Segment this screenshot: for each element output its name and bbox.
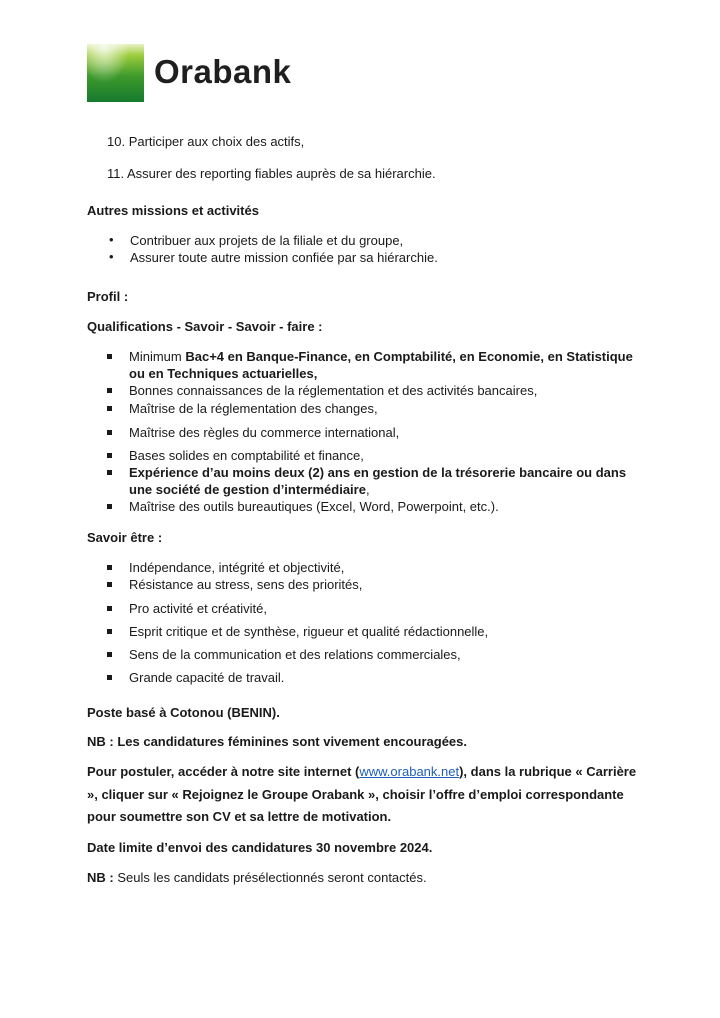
poste-location: Poste basé à Cotonou (BENIN). (87, 705, 280, 720)
qualif-item-1 (129, 349, 633, 364)
qualif-item-1-prefix: Minimum (129, 349, 186, 364)
postuler-text-before: Pour postuler, accéder à notre site internet ( (87, 764, 360, 779)
numbered-item-11 (107, 166, 436, 181)
qualif-item-5: Bases solides en comptabilité et finance, (129, 448, 364, 463)
qualif-item-2: Bonnes connaissances de la réglementation et des activités bancaires, (129, 383, 538, 398)
autres-item-1: • Contribuer aux projets de la filiale et du groupe, (130, 233, 403, 248)
autres-item-2: • Assurer toute autre mission confiée par sa hiérarchie. (130, 250, 438, 265)
savoir-etre-heading: Savoir être : (87, 530, 163, 545)
qualif-item-1-line2: ou en Techniques actuarielles, (129, 366, 318, 381)
item-text: Assurer des reporting fiables auprès de sa hiérarchie. (127, 166, 436, 181)
orabank-logo (87, 44, 347, 104)
numbered-item-10 (107, 134, 304, 149)
postuler-paragraph (87, 761, 647, 829)
savoir-etre-item-1: Indépendance, intégrité et objectivité, (129, 560, 345, 575)
item-text: Participer aux choix des actifs, (128, 134, 305, 149)
nb-text: Seuls les candidats présélectionnés seront contactés. (113, 870, 427, 885)
item-number: 10. (107, 134, 126, 149)
qualifications-heading: Qualifications - Savoir - Savoir - faire : (87, 319, 323, 334)
savoir-etre-item-5: Sens de la communication et des relations commerciales, (129, 647, 461, 662)
qualif-item-7: Maîtrise des outils bureautiques (Excel, Word, Powerpoint, etc.). (129, 499, 499, 514)
savoir-etre-item-3: Pro activité et créativité, (129, 601, 267, 616)
logo-mark-icon (87, 44, 144, 102)
profil-heading: Profil : (87, 289, 129, 304)
postuler-text-after: ), dans la rubrique « Carrière », cliquer sur « Rejoignez le Groupe Orabank », choisir l’offre d’emploi correspondante pour soumettre son CV et sa lettre de motivation. (87, 764, 637, 824)
qualif-item-6: Expérience d’au moins deux (2) ans en gestion de la trésorerie bancaire ou dans (129, 465, 627, 480)
qualif-item-6-bold: une société de gestion d’intermédiaire (129, 482, 366, 497)
date-limite: Date limite d’envoi des candidatures 30 novembre 2024. (87, 840, 433, 855)
autres-missions-heading: Autres missions et activités (87, 203, 259, 218)
nb-candidatures-feminines: NB : Les candidatures féminines sont vivement encouragées. (87, 734, 468, 749)
nb-preselection (87, 870, 427, 885)
savoir-etre-item-6: Grande capacité de travail. (129, 670, 285, 685)
qualif-item-6-tail: , (365, 482, 370, 497)
orabank-website-link[interactable]: www.orabank.net (359, 764, 460, 779)
nb-label: NB : (87, 870, 114, 885)
logo-text: Orabank (154, 53, 292, 90)
qualif-item-6-line2 (129, 482, 370, 497)
qualif-item-3: Maîtrise de la réglementation des changes, (129, 401, 378, 416)
item-number: 11. (107, 166, 125, 181)
savoir-etre-item-4: Esprit critique et de synthèse, rigueur et qualité rédactionnelle, (129, 624, 489, 639)
qualif-item-4: Maîtrise des règles du commerce international, (129, 425, 400, 440)
savoir-etre-item-2: Résistance au stress, sens des priorités, (129, 577, 363, 592)
qualif-item-1-bold: Bac+4 en Banque-Finance, en Comptabilité, en Economie, en Statistique (185, 349, 633, 364)
